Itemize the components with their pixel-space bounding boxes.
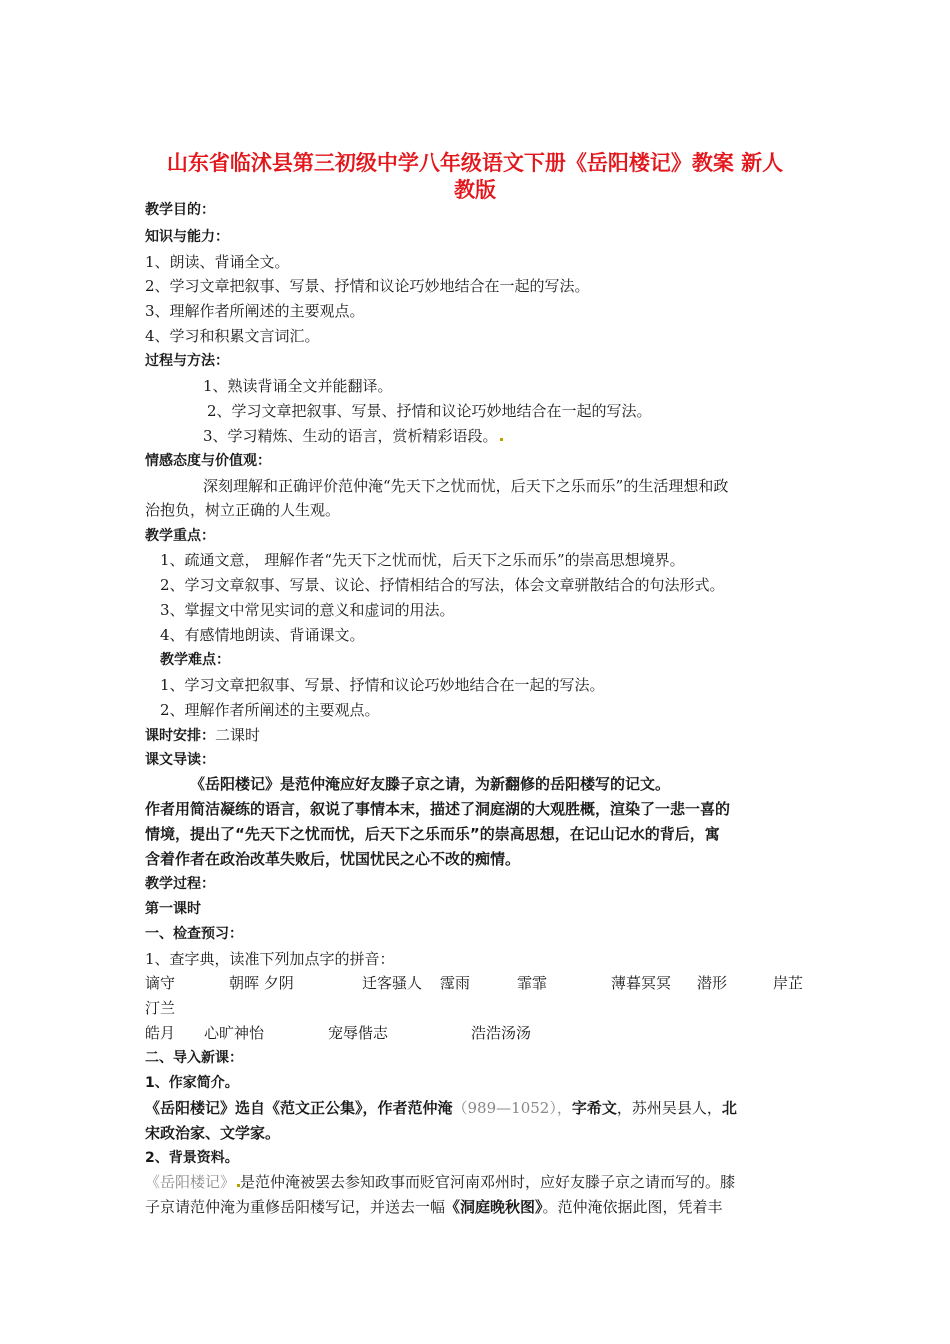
preview-item: 1、查字典，读准下列加点字的拼音： [145, 950, 395, 968]
knowledge-item: 3、理解作者所阐述的主要观点。 [145, 302, 365, 320]
guide-heading: 课文导读： [145, 752, 215, 768]
author-heading: 1、作家简介。 [145, 1075, 239, 1091]
schedule-line [145, 725, 815, 746]
background-heading: 2、背景资料。 [145, 1150, 239, 1166]
knowledge-item: 4、学习和积累文言词汇。 [145, 327, 320, 345]
guide-text-line: 作者用简洁凝练的语言，叙说了事情本末，描述了洞庭湖的大观胜概，渲染了一悲一喜的 [145, 800, 731, 818]
guide-text-line: 《岳阳楼记》是范仲淹应好友滕子京之请，为新翻修的岳阳楼写的记文。 [190, 775, 671, 793]
pinyin-word: 宠辱偕志 [328, 1024, 389, 1042]
background-title: 《岳阳楼记》 [145, 1173, 236, 1191]
author-text: 《岳阳楼记》选自《范文正公集》，作者范仲淹 [145, 1099, 453, 1117]
key-point-item: 3、掌握文中常见实词的意义和虚词的用法。 [160, 601, 455, 619]
preview-check-heading: 一、检查预习： [145, 926, 243, 942]
process-item: 1、熟读背诵全文并能翻译。 [203, 377, 393, 395]
guide-text-line: 含着作者在政治改革失败后，忧国忧民之心不改的痴情。 [145, 850, 521, 868]
pinyin-word: 皓月 [145, 1024, 176, 1042]
painting-title: 《洞庭晚秋图》 [445, 1198, 543, 1216]
process-item-text: 3、学习精炼、生动的语言，赏析精彩语段。 [203, 427, 498, 445]
process-heading: 过程与方法： [145, 353, 229, 369]
title-line-1: 山东省临沭县第三初级中学八年级语文下册《岳阳楼记》教案 新人 [166, 151, 784, 175]
mark-dot [500, 438, 503, 441]
author-years: （989—1052）， [452, 1099, 572, 1117]
pinyin-word: 迁客骚人 [362, 974, 423, 992]
pinyin-word: 岸芷 [773, 974, 804, 992]
document-title [140, 150, 810, 204]
pinyin-word: 谪守 [145, 974, 176, 992]
pinyin-word: 朝晖 夕阴 [229, 974, 294, 992]
pinyin-word: 霪雨 [440, 974, 471, 992]
pinyin-word: 浩浩汤汤 [471, 1024, 532, 1042]
title-line-2: 教版 [454, 178, 496, 202]
author-line [145, 1098, 815, 1118]
pinyin-word: 汀兰 [145, 999, 176, 1017]
key-points-heading: 教学重点： [145, 528, 215, 544]
pinyin-word: 薄暮冥冥 [611, 974, 672, 992]
new-lesson-heading: 二、导入新课： [145, 1050, 243, 1066]
author-hometown: ，苏州吴县人， [616, 1099, 722, 1117]
difficult-points-heading: 教学难点： [160, 652, 230, 668]
teaching-process-heading: 教学过程： [145, 876, 215, 892]
author-era: 北 [721, 1099, 737, 1117]
key-point-item: 1、疏通文意， 理解作者“先天下之忧而忧，后天下之乐而乐”的崇高思想境界。 [160, 551, 685, 569]
emotion-text-line: 深刻理解和正确评价范仲淹“先天下之忧而忧，后天下之乐而乐”的生活理想和政 [203, 477, 729, 495]
lesson-one-heading: 第一课时 [145, 901, 201, 917]
objectives-heading: 教学目的： [145, 202, 215, 218]
background-text: 子京请范仲淹为重修岳阳楼写记，并送去一幅 [145, 1198, 446, 1216]
author-courtesy-name: 字希文 [571, 1099, 617, 1117]
process-item: 2、学习文章把叙事、写景、抒情和议论巧妙地结合在一起的写法。 [207, 402, 652, 420]
knowledge-heading: 知识与能力： [145, 229, 229, 245]
difficult-point-item: 1、学习文章把叙事、写景、抒情和议论巧妙地结合在一起的写法。 [160, 676, 605, 694]
knowledge-item: 2、学习文章把叙事、写景、抒情和议论巧妙地结合在一起的写法。 [145, 277, 590, 295]
pinyin-word: 潜形 [697, 974, 728, 992]
schedule-label: 课时安排： [145, 728, 215, 744]
key-point-item: 4、有感情地朗读、背诵课文。 [160, 626, 365, 644]
difficult-point-item: 2、理解作者所阐述的主要观点。 [160, 701, 380, 719]
emotion-text-line: 治抱负，树立正确的人生观。 [145, 501, 341, 519]
pinyin-word: 霏霏 [517, 974, 548, 992]
guide-text-line: 情境，提出了“先天下之忧而忧，后天下之乐而乐”的崇高思想，在记山记水的背后，寓 [145, 825, 720, 843]
background-line [145, 1172, 815, 1192]
background-text: 。范仲淹依据此图，凭着丰 [542, 1198, 723, 1216]
background-line [145, 1197, 815, 1217]
author-line: 宋政治家、文学家。 [145, 1124, 281, 1142]
knowledge-item: 1、朗读、背诵全文。 [145, 253, 290, 271]
key-point-item: 2、学习文章叙事、写景、议论、抒情相结合的写法，体会文章骈散结合的句法形式。 [160, 576, 725, 594]
pinyin-word: 心旷神怡 [204, 1024, 265, 1042]
background-text: 是范仲淹被罢去参知政事而贬官河南邓州时，应好友滕子京之请而写的。膝 [240, 1173, 736, 1191]
process-item [203, 426, 873, 446]
emotion-heading: 情感态度与价值观： [145, 453, 271, 469]
schedule-value: 二课时 [215, 726, 261, 744]
